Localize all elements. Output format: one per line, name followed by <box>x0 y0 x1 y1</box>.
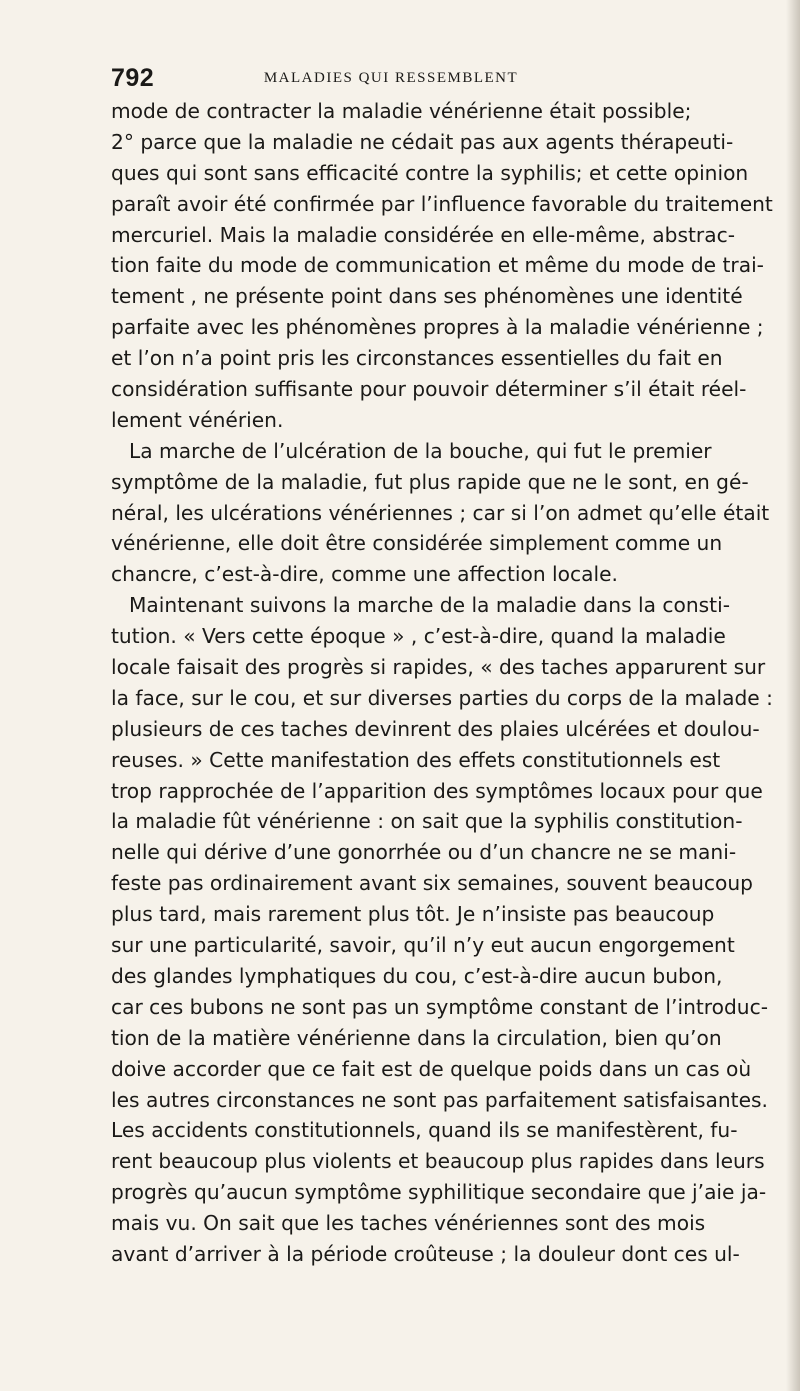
text-line: tution. « Vers cette époque » , c’est-à-dire, quand la maladie <box>111 624 726 649</box>
text-line: mais vu. On sait que les taches vénériennes sont des mois <box>111 1211 706 1236</box>
text-line: tion faite du mode de communication et même du mode de trai- <box>111 253 764 278</box>
text-line: néral, les ulcérations vénériennes ; car si l’on admet qu’elle était <box>111 500 770 525</box>
text-line: 2° parce que la maladie ne cédait pas aux agents thérapeuti- <box>111 129 734 154</box>
text-line: tement , ne présente point dans ses phénomènes une identité <box>111 284 743 309</box>
body-text <box>111 96 773 1270</box>
text-line: La marche de l’ulcération de la bouche, qui fut le premier <box>129 438 712 463</box>
text-line: vénérienne, elle doit être considérée simplement comme un <box>111 531 723 556</box>
text-line: et l’on n’a point pris les circonstances essentielles du fait en <box>111 346 723 371</box>
text-line: plus tard, mais rarement plus tôt. Je n’insiste pas beaucoup <box>111 902 715 927</box>
text-line: paraît avoir été confirmée par l’influence favorable du traitement <box>111 191 773 216</box>
text-line: mode de contracter la maladie vénérienne était possible; <box>111 99 692 123</box>
running-title: MALADIES QUI RESSEMBLENT <box>263 70 519 86</box>
text-line: considération suffisante pour pouvoir déterminer s’il était réel- <box>111 377 747 402</box>
text-line: les autres circonstances ne sont pas parfaitement satisfaisantes. <box>111 1087 768 1112</box>
text-line: plusieurs de ces taches devinrent des plaies ulcérées et doulou- <box>111 716 760 741</box>
text-line: symptôme de la maladie, fut plus rapide que ne le sont, en gé- <box>111 469 749 494</box>
page-header <box>111 64 671 100</box>
text-line: Maintenant suivons la marche de la maladie dans la consti- <box>129 593 730 618</box>
text-line: parfaite avec les phénomènes propres à la maladie vénérienne ; <box>111 315 764 340</box>
text-line: la face, sur le cou, et sur diverses parties du corps de la malade : <box>111 685 773 710</box>
text-line: chancre, c’est-à-dire, comme une affection locale. <box>111 562 618 587</box>
text-line: des glandes lymphatiques du cou, c’est-à-dire aucun bubon, <box>111 963 723 988</box>
text-line: feste pas ordinairement avant six semaines, souvent beaucoup <box>111 871 753 896</box>
text-line: reuses. » Cette manifestation des effets constitutionnels est <box>111 747 721 772</box>
text-line: locale faisait des progrès si rapides, « des taches apparurent sur <box>111 655 766 680</box>
text-line: progrès qu’aucun symptôme syphilitique secondaire que j’aie ja- <box>111 1180 767 1205</box>
text-line: Les accidents constitutionnels, quand ils se manifestèrent, fu- <box>111 1118 738 1143</box>
text-line: car ces bubons ne sont pas un symptôme constant de l’introduc- <box>111 994 768 1019</box>
text-line: rent beaucoup plus violents et beaucoup plus rapides dans leurs <box>111 1149 765 1174</box>
text-line: avant d’arriver à la période croûteuse ; la douleur dont ces ul- <box>111 1241 740 1266</box>
text-line: ques qui sont sans efficacité contre la syphilis; et cette opinion <box>111 160 749 185</box>
text-line: tion de la matière vénérienne dans la circulation, bien qu’on <box>111 1025 722 1050</box>
text-line: la maladie fût vénérienne : on sait que la syphilis constitution- <box>111 809 743 834</box>
page-edge-shadow <box>786 0 800 1391</box>
text-line: sur une particularité, savoir, qu’il n’y eut aucun engorgement <box>111 933 735 958</box>
text-line: trop rapprochée de l’apparition des symptômes locaux pour que <box>111 778 763 803</box>
text-line: nelle qui dérive d’une gonorrhée ou d’un chancre ne se mani- <box>111 840 737 865</box>
text-line: doive accorder que ce fait est de quelque poids dans un cas où <box>111 1056 752 1081</box>
text-line: lement vénérien. <box>111 407 284 432</box>
page-number: 792 <box>111 64 155 92</box>
text-line: mercuriel. Mais la maladie considérée en elle-même, abstrac- <box>111 222 735 247</box>
